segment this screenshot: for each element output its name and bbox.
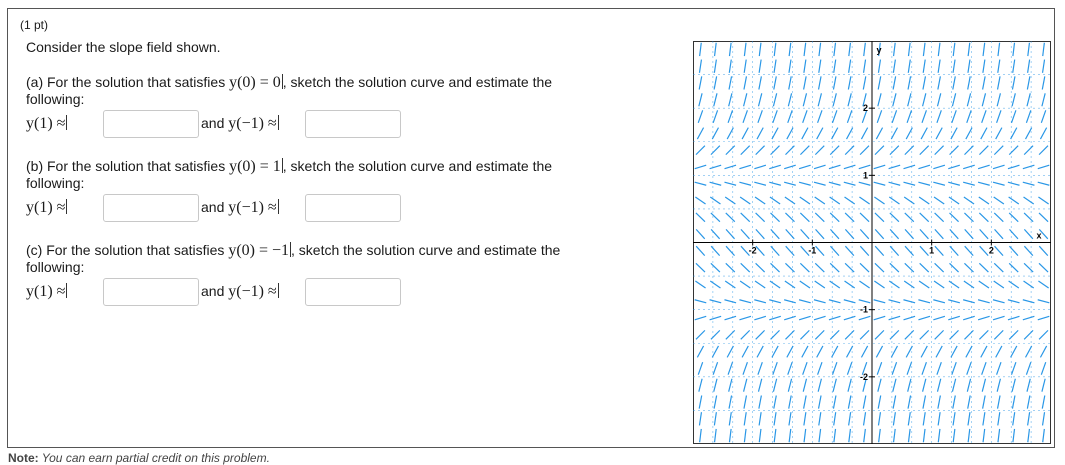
part-c-y1-label: y(1) ≈ [26,283,66,300]
part-c-prompt-line2: following: [26,259,85,275]
part-b [26,158,676,224]
x-axis-label: x [1036,230,1042,241]
part-c-prompt: (c) For the solution that satisfies y(0) = −1 , sketch the solution curve and estimate the [26,242,561,259]
part-a-ym1-input[interactable] [305,110,401,138]
x-tick-label: -1 [808,245,817,256]
problem-intro: Consider the slope field shown. [26,39,221,55]
part-b-ym1-input[interactable] [305,194,401,222]
x-tick-label: -2 [748,245,757,256]
part-a-condition: y(0) = 0 [229,74,281,91]
slope-field-graph[interactable] [693,41,1051,444]
part-c-ym1-input[interactable] [305,278,401,306]
problem-panel [7,8,1055,448]
part-b-answers [26,194,676,224]
part-c-y1-input[interactable] [103,278,199,306]
part-b-prompt: (b) For the solution that satisfies y(0) = 1 , sketch the solution curve and estimate the [26,158,553,175]
part-a [26,74,676,140]
points-label: (1 pt) [20,18,49,32]
part-a-y1-label: y(1) ≈ [26,115,66,132]
part-a-y1-input[interactable] [103,110,199,138]
part-a-ym1-label: and y(−1) ≈ [201,115,277,132]
y-tick-label: 2 [862,103,868,114]
y-tick-label: -2 [859,371,868,382]
part-c [26,242,676,308]
part-c-condition: y(0) = −1 [228,242,290,259]
part-a-answers [26,110,676,140]
part-a-prompt-line2: following: [26,91,85,107]
part-b-ym1-label: and y(−1) ≈ [201,199,277,216]
y-axis-label: y [876,45,882,55]
part-b-y1-input[interactable] [103,194,199,222]
y-tick-label: 1 [862,170,868,181]
part-a-prompt: (a) For the solution that satisfies y(0) = 0 , sketch the solution curve and estimate the [26,74,553,91]
x-tick-label: 2 [988,245,994,256]
note-text: Note: You can earn partial credit on this problem. [8,451,270,465]
y-tick-label: -1 [859,304,868,315]
part-c-ym1-label: and y(−1) ≈ [201,283,277,300]
part-b-y1-label: y(1) ≈ [26,199,66,216]
part-b-prompt-line2: following: [26,175,85,191]
part-c-answers [26,278,676,308]
x-tick-label: 1 [929,245,935,256]
part-b-condition: y(0) = 1 [229,158,281,175]
